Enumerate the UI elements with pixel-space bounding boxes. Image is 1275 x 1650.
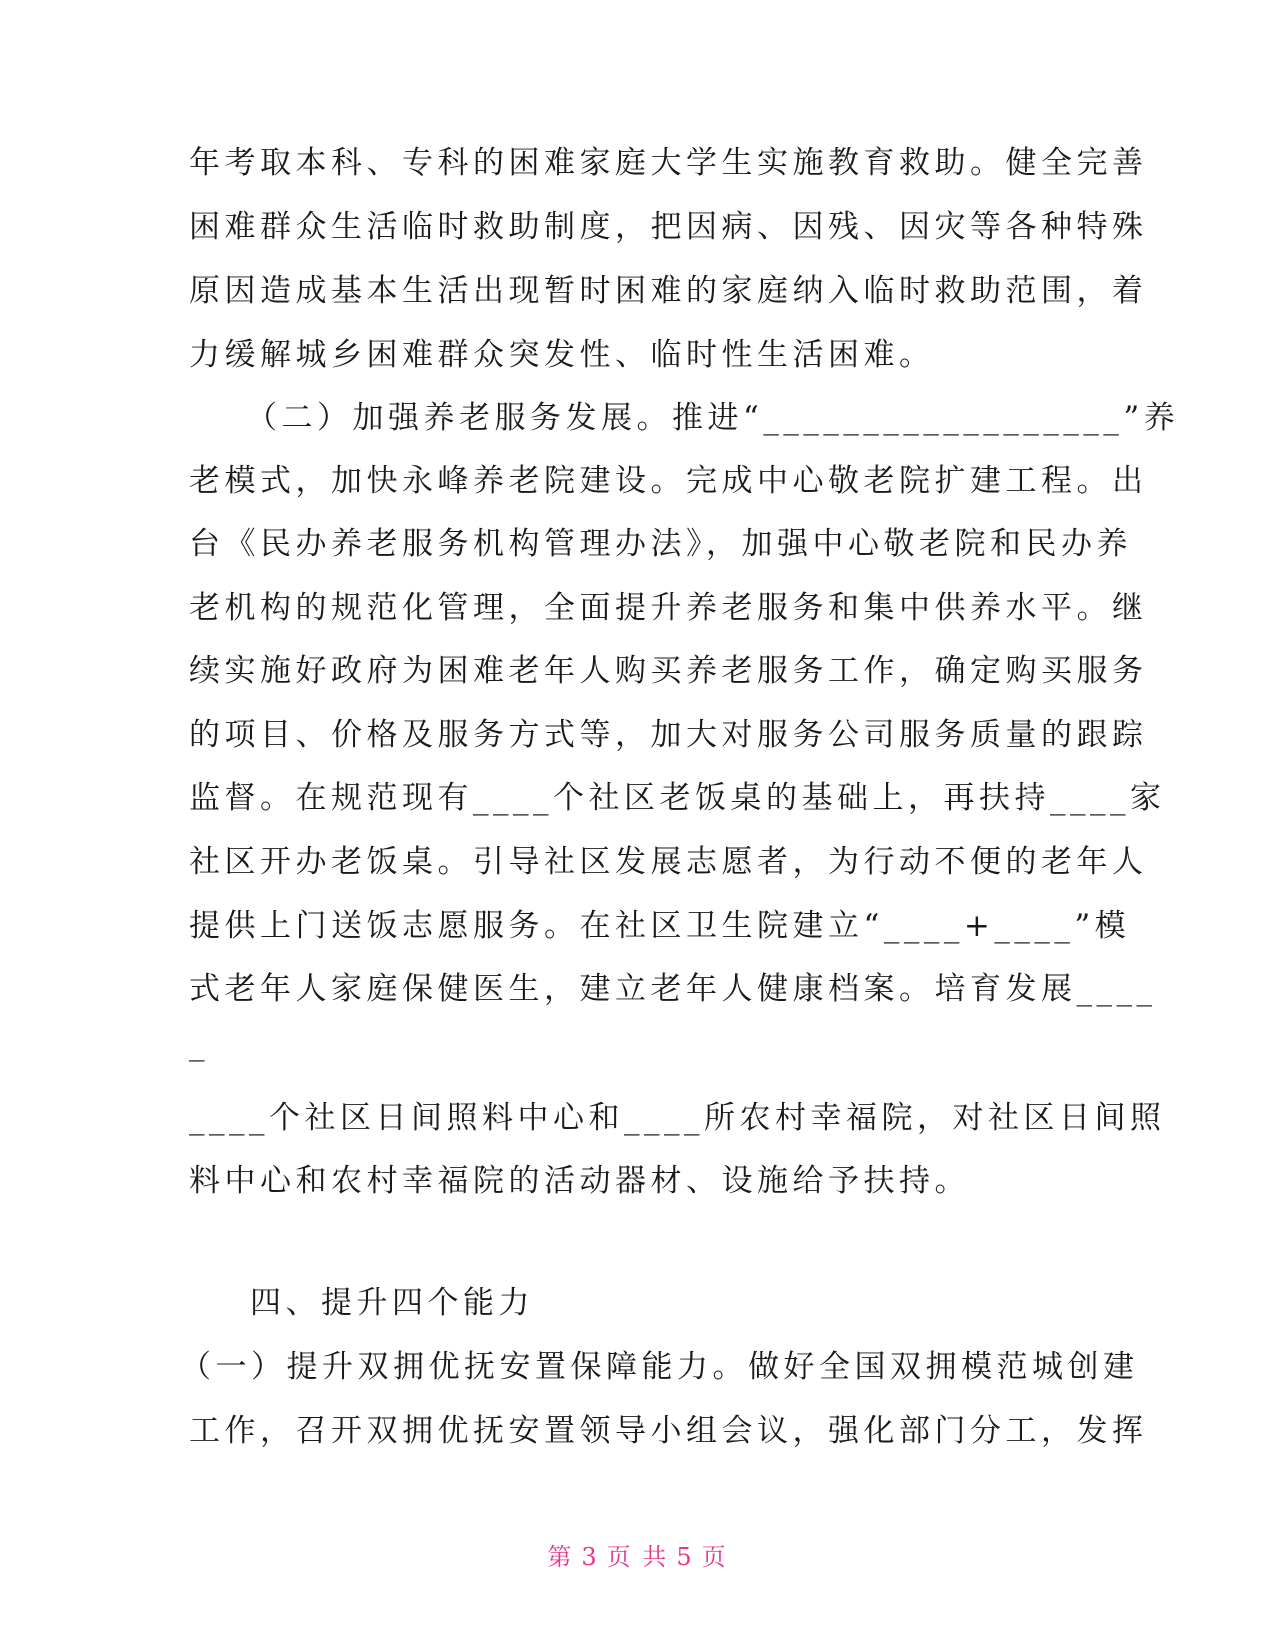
text-line: 式老年人家庭保健医生，建立老年人健康档案。培育发展____	[189, 971, 1157, 1007]
section-heading-4: 四、提升四个能力	[250, 1285, 534, 1321]
text-line: 年考取本科、专科的困难家庭大学生实施教育救助。健全完善	[189, 145, 1148, 181]
text-line: 监督。在规范现有____个社区老饭桌的基础上，再扶持____家	[189, 780, 1166, 816]
text-line: 台《民办养老服务机构管理办法》，加强中心敬老院和民办养	[189, 526, 1132, 562]
footer-middle: 页 共	[606, 1543, 669, 1571]
paragraph-heading-1: （一）提升双拥优抚安置保障能力。做好全国双拥模范城创建	[180, 1349, 1139, 1385]
footer-prefix: 第	[547, 1543, 574, 1571]
text-line: 提供上门送饭志愿服务。在社区卫生院建立“____+____”模	[189, 908, 1131, 944]
text-line: 社区开办老饭桌。引导社区发展志愿者，为行动不便的老年人	[189, 844, 1148, 880]
text-line: 力缓解城乡困难群众突发性、临时性生活困难。	[189, 337, 935, 373]
text-line: 老模式，加快永峰养老院建设。完成中心敬老院扩建工程。出	[189, 463, 1148, 499]
text-line: 续实施好政府为困难老年人购买养老服务工作，确定购买服务	[189, 653, 1148, 689]
page-footer	[0, 1537, 1275, 1572]
text-line: 的项目、价格及服务方式等，加大对服务公司服务质量的跟踪	[189, 717, 1148, 753]
text-line: 老机构的规范化管理，全面提升养老服务和集中供养水平。继	[189, 590, 1148, 626]
paragraph-heading-2: （二）加强养老服务发展。推进“__________________”养	[246, 400, 1180, 436]
text-line: ____个社区日间照料中心和____所农村幸福院，对社区日间照	[189, 1100, 1166, 1136]
text-line: _	[189, 1026, 209, 1062]
text-line: 困难群众生活临时救助制度，把因病、因残、因灾等各种特殊	[189, 209, 1148, 245]
text-line: 原因造成基本生活出现暂时困难的家庭纳入临时救助范围，着	[189, 273, 1148, 309]
footer-suffix: 页	[701, 1543, 728, 1571]
text-line: 料中心和农村幸福院的活动器材、设施给予扶持。	[189, 1163, 970, 1199]
current-page-number: 3	[581, 1543, 599, 1571]
text-line: 工作，召开双拥优抚安置领导小组会议，强化部门分工，发挥	[189, 1413, 1148, 1449]
total-pages-number: 5	[676, 1543, 694, 1571]
